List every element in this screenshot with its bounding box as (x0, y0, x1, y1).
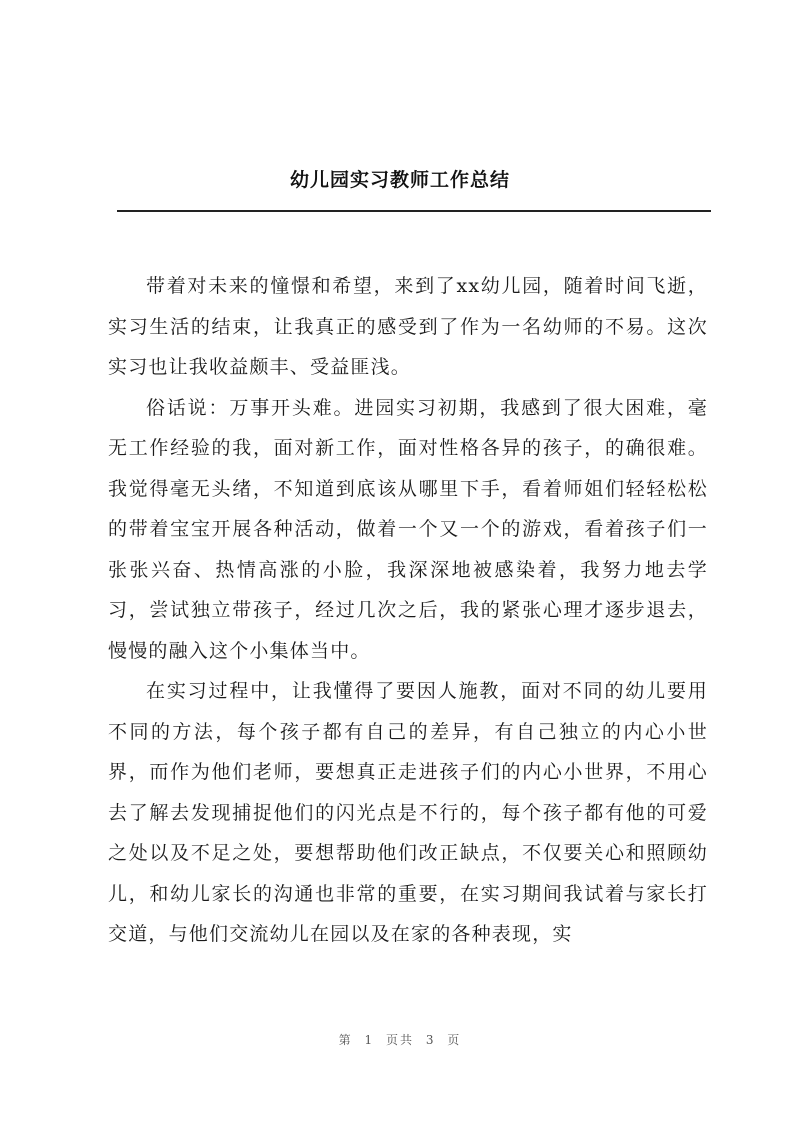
footer-suffix: 页 (447, 1033, 462, 1047)
paragraph: 带着对未来的憧憬和希望，来到了xx幼儿园，随着时间飞逝，实习生活的结束，让我真正的感受到了作为一名幼师的不易。这次实习也让我收益颇丰、受益匪浅。 (108, 275, 708, 378)
paragraph: 在实习过程中，让我懂得了要因人施教，面对不同的幼儿要用不同的方法，每个孩子都有自己的差异，有自己独立的内心小世界，而作为他们老师，要想真正走进孩子们的内心小世界，不用心去了解去发现捕捉他们的闪光点是不行的，每个孩子都有他的可爱之处以及不足之处，要想帮助他们改正缺点，不仅要关心和照顾幼儿，和幼儿家长的沟通也非常的重要，在实习期间我试着与家长打交道，与他们交流幼儿在园以及在家的各种表现，实 (108, 680, 708, 945)
footer-middle: 页共 (385, 1033, 414, 1047)
page-footer (0, 1031, 800, 1048)
footer-prefix: 第 (338, 1033, 353, 1047)
document-title: 幼儿园实习教师工作总结 (289, 169, 510, 191)
footer-total-pages: 3 (425, 1033, 436, 1047)
title-divider (117, 210, 711, 212)
document-body (108, 266, 708, 955)
footer-page-number: 1 (364, 1033, 375, 1047)
paragraph: 俗话说：万事开头难。进园实习初期，我感到了很大困难，毫无工作经验的我，面对新工作，面对性格各异的孩子，的确很难。我觉得毫无头绪，不知道到底该从哪里下手，看着师姐们轻轻松松的带着宝宝开展各种活动，做着一个又一个的游戏，看着孩子们一张张兴奋、热情高涨的小脸，我深深地被感染着，我努力地去学习，尝试独立带孩子，经过几次之后，我的紧张心理才逐步退去，慢慢的融入这个小集体当中。 (108, 396, 708, 662)
